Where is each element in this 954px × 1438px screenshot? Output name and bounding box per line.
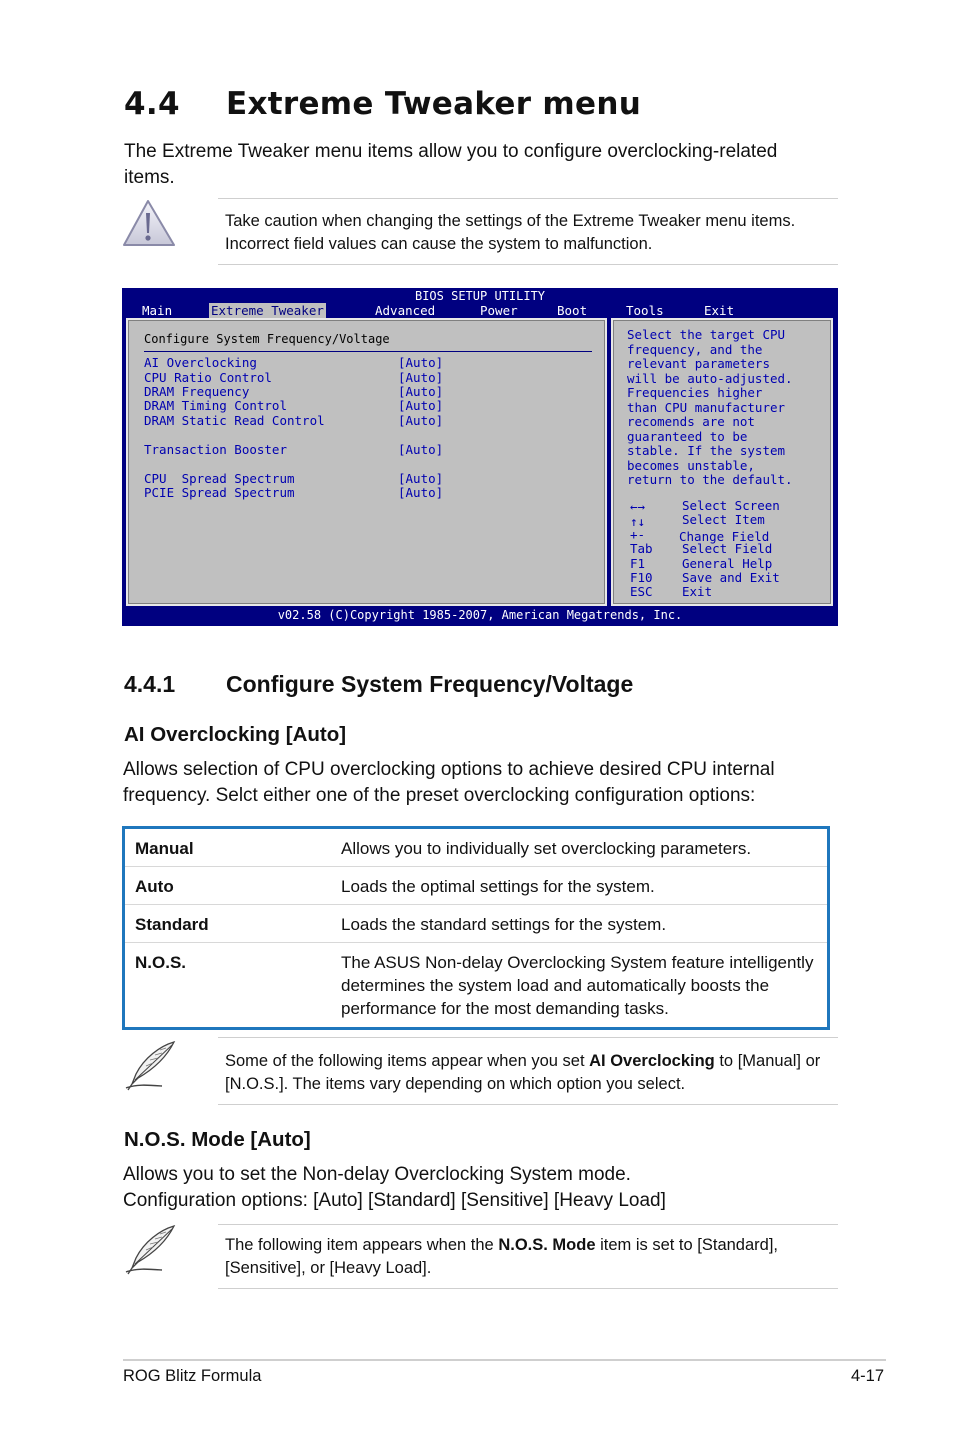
bios-item[interactable]: DRAM Static Read Control [Auto] xyxy=(144,413,444,428)
options-table xyxy=(122,826,830,1030)
bios-key-desc: Select Screen xyxy=(682,498,780,513)
footer-product-name: ROG Blitz Formula xyxy=(123,1367,262,1385)
bios-settings-panel xyxy=(126,318,607,606)
option-desc: Loads the standard settings for the system. xyxy=(331,905,829,943)
bios-item[interactable]: Transaction Booster [Auto] xyxy=(144,442,444,457)
subsection-number: 4.4.1 xyxy=(124,671,176,697)
bios-key: ESC xyxy=(630,584,653,599)
arrow-left-right-icon: ←→ xyxy=(630,499,646,514)
table-row xyxy=(124,828,829,867)
bios-key: +- xyxy=(630,527,646,542)
bios-menu-extreme-tweaker[interactable]: Extreme Tweaker xyxy=(211,303,324,318)
footer-divider xyxy=(123,1359,886,1361)
bios-menu-tools[interactable]: Tools xyxy=(626,303,664,318)
bios-screenshot xyxy=(122,288,838,626)
caution-note xyxy=(218,198,838,265)
option-desc: Loads the optimal settings for the system. xyxy=(331,867,829,905)
bios-key-desc: General Help xyxy=(682,556,773,571)
bios-menu-exit[interactable]: Exit xyxy=(704,303,735,318)
bios-key-desc: Exit xyxy=(682,584,713,599)
feather-pen-icon xyxy=(122,1222,180,1283)
bios-key-desc: Save and Exit xyxy=(682,570,780,585)
bios-item[interactable]: CPU Ratio Control [Auto] xyxy=(144,370,444,385)
nos-mode-desc xyxy=(123,1162,823,1214)
bios-item[interactable]: DRAM Frequency [Auto] xyxy=(144,384,444,399)
footer-page-number: 4-17 xyxy=(851,1367,885,1385)
table-row xyxy=(124,867,829,905)
bios-divider xyxy=(144,351,592,352)
feather-pen-icon xyxy=(122,1038,180,1099)
table-row xyxy=(124,905,829,943)
subsection-title: Configure System Frequency/Voltage xyxy=(226,671,634,697)
bios-key: F1 xyxy=(630,556,646,571)
bios-title: BIOS SETUP UTILITY xyxy=(414,289,546,303)
subsection-heading xyxy=(124,671,633,698)
note-text: Some of the following items appear when you set xyxy=(225,1052,590,1070)
warning-triangle-icon xyxy=(122,197,178,254)
note-text: to [Manual] or [N.O.S.]. The items vary depending on which option you select. xyxy=(225,1052,821,1093)
bios-key: F10 xyxy=(630,570,653,585)
bios-menu-main[interactable]: Main xyxy=(142,303,173,318)
ai-overclocking-desc: Allows selection of CPU overclocking options to achieve desired CPU internal frequency. Selct either one of the preset overclocking configuration options: xyxy=(123,759,775,806)
ai-overclocking-heading: AI Overclocking [Auto] xyxy=(124,723,347,746)
page-title xyxy=(124,86,641,122)
note-text: item is set to [Standard], [Sensitive], or [Heavy Load]. xyxy=(225,1236,778,1277)
bios-section-title: Configure System Frequency/Voltage xyxy=(144,332,390,346)
bios-key: Tab xyxy=(630,541,653,556)
bios-help-text: Select the target CPU frequency, and the relevant parameters will be auto-adjusted. Frequencies higher than CPU manufacturer recomends are not guaranteed to be stable. If the system becomes unstable, return to the default. xyxy=(627,327,793,487)
arrow-up-down-icon: ↑↓ xyxy=(630,514,646,529)
bios-item[interactable]: AI Overclocking [Auto] xyxy=(144,355,444,370)
nos-mode-line-1: Allows you to set the Non-delay Overclocking System mode. xyxy=(123,1164,631,1185)
note-bold-text: AI Overclocking xyxy=(589,1052,715,1070)
option-desc: The ASUS Non-delay Overclocking System feature intelligently determines the system load and automatically boosts the performance for the most demanding tasks. xyxy=(341,953,814,1018)
option-name: Manual xyxy=(124,828,332,867)
note-nos-mode xyxy=(218,1224,838,1289)
bios-menu-boot[interactable]: Boot xyxy=(557,303,588,318)
bios-item[interactable]: DRAM Timing Control [Auto] xyxy=(144,398,444,413)
caution-line-2: Incorrect field values can cause the system to malfunction. xyxy=(225,235,653,253)
note-bold-text: N.O.S. Mode xyxy=(498,1236,596,1254)
caution-line-1: Take caution when changing the settings of the Extreme Tweaker menu items. xyxy=(225,212,796,230)
section-number: 4.4 xyxy=(124,86,180,122)
bios-help-panel xyxy=(611,318,833,606)
option-name: N.O.S. xyxy=(135,953,187,972)
bios-item[interactable]: PCIE Spread Spectrum [Auto] xyxy=(144,485,444,500)
nos-mode-line-2: Configuration options: [Auto] [Standard] [Sensitive] [Heavy Load] xyxy=(123,1190,666,1211)
option-name: Standard xyxy=(124,905,332,943)
bios-key-desc: Select Field xyxy=(682,541,773,556)
note-ai-overclocking xyxy=(218,1037,838,1105)
bios-menu-advanced[interactable]: Advanced xyxy=(375,303,436,318)
option-desc: Allows you to individually set overclocking parameters. xyxy=(331,828,829,867)
nos-mode-heading: N.O.S. Mode [Auto] xyxy=(124,1128,311,1151)
bios-item[interactable]: CPU Spread Spectrum [Auto] xyxy=(144,471,444,486)
section-title: Extreme Tweaker menu xyxy=(226,86,642,122)
intro-paragraph: The Extreme Tweaker menu items allow you to configure overclocking-related items. xyxy=(124,141,778,188)
bios-key-desc: Select Item xyxy=(682,512,765,527)
option-name: Auto xyxy=(124,867,332,905)
note-text: The following item appears when the xyxy=(225,1236,499,1254)
bios-menu-power[interactable]: Power xyxy=(480,303,518,318)
bios-copyright: v02.58 (C)Copyright 1985-2007, American Megatrends, Inc. xyxy=(277,608,683,622)
bios-key-desc: Change Field xyxy=(679,529,770,544)
table-row xyxy=(124,943,829,1029)
